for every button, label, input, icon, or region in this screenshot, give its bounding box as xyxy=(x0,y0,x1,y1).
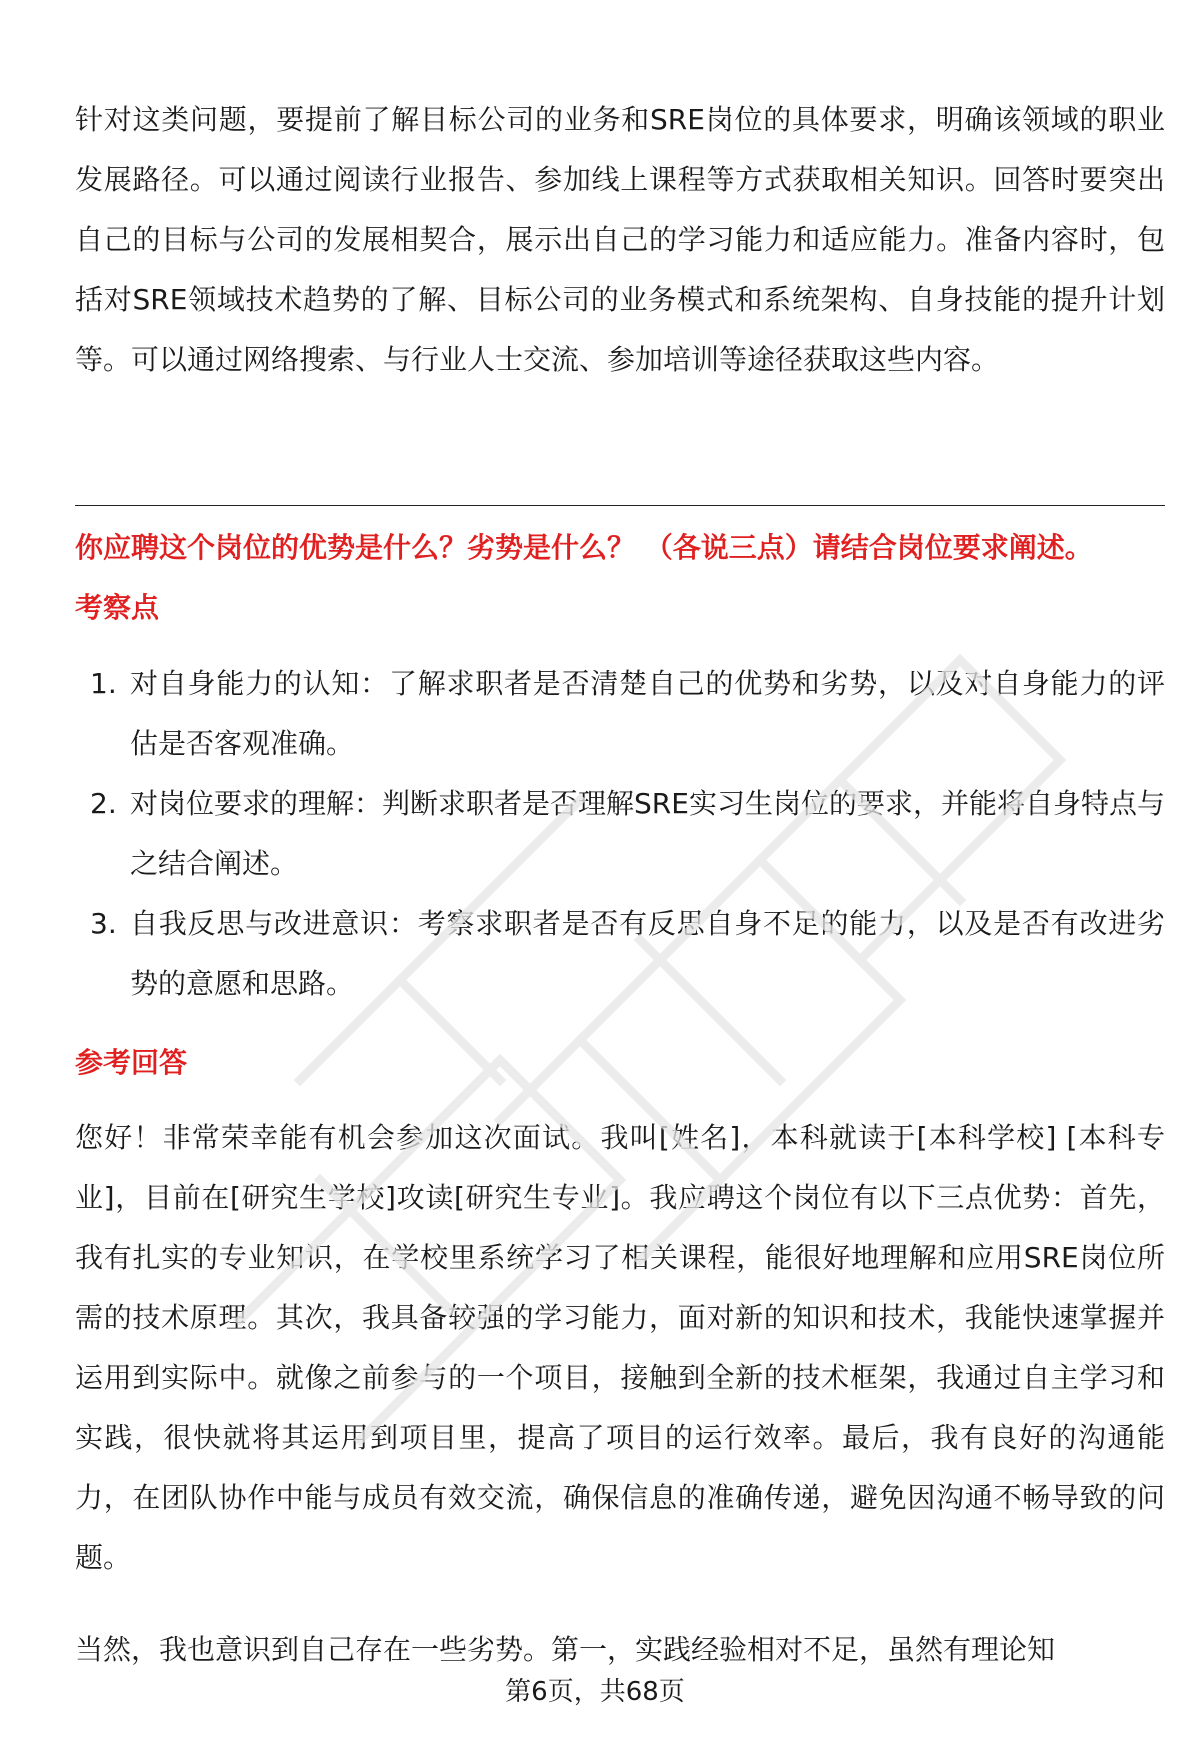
list-item-number: 1. xyxy=(90,667,117,700)
list-item-number: 2. xyxy=(90,787,117,820)
list-item-text: 自我反思与改进意识：考察求职者是否有反思自身不足的能力，以及是否有改进劣势的意愿和思路。 xyxy=(130,907,1165,1000)
list-item xyxy=(75,774,1165,894)
page-footer: 第6页，共68页 xyxy=(505,1677,685,1707)
list-item-text: 对自身能力的认知：了解求职者是否清楚自己的优势和劣势，以及对自身能力的评估是否客观准确。 xyxy=(130,667,1165,760)
answer-heading: 参考回答 xyxy=(75,1046,188,1079)
list-item xyxy=(75,654,1165,774)
points-list xyxy=(75,654,1165,1014)
question-heading: 你应聘这个岗位的优势是什么？劣势是什么？ （各说三点）请结合岗位要求阐述。 xyxy=(75,531,1093,564)
list-item-text: 对岗位要求的理解：判断求职者是否理解SRE实习生岗位的要求，并能将自身特点与之结合阐述。 xyxy=(130,787,1165,880)
points-heading: 考察点 xyxy=(75,591,160,624)
list-item xyxy=(75,894,1165,1014)
intro-paragraph: 针对这类问题，要提前了解目标公司的业务和SRE岗位的具体要求，明确该领域的职业发展路径。可以通过阅读行业报告、参加线上课程等方式获取相关知识。回答时要突出自己的目标与公司的发展相契合，展示出自己的学习能力和适应能力。准备内容时，包括对SRE领域技术趋势的了解、目标公司的业务模式和系统架构、自身技能的提升计划等。可以通过网络搜索、与行业人士交流、参加培训等途径获取这些内容。 xyxy=(75,103,1165,376)
list-item-number: 3. xyxy=(90,907,117,940)
answer-paragraph-continued: 当然，我也意识到自己存在一些劣势。第一，实践经验相对不足，虽然有理论知 xyxy=(75,1633,1056,1666)
answer-paragraph: 您好！非常荣幸能有机会参加这次面试。我叫[姓名]，本科就读于[本科学校] [本科专业]，目前在[研究生学校]攻读[研究生专业]。我应聘这个岗位有以下三点优势：首先，我有扎实的专业知识，在学校里系统学习了相关课程，能很好地理解和应用SRE岗位所需的技术原理。其次，我具备较强的学习能力，面对新的知识和技术，我能快速掌握并运用到实际中。就像之前参与的一个项目，接触到全新的技术框架，我通过自主学习和实践，很快就将其运用到项目里，提高了项目的运行效率。最后，我有良好的沟通能力，在团队协作中能与成员有效交流，确保信息的准确传递，避免因沟通不畅导致的问题。 xyxy=(75,1121,1165,1574)
section-divider xyxy=(75,505,1165,506)
